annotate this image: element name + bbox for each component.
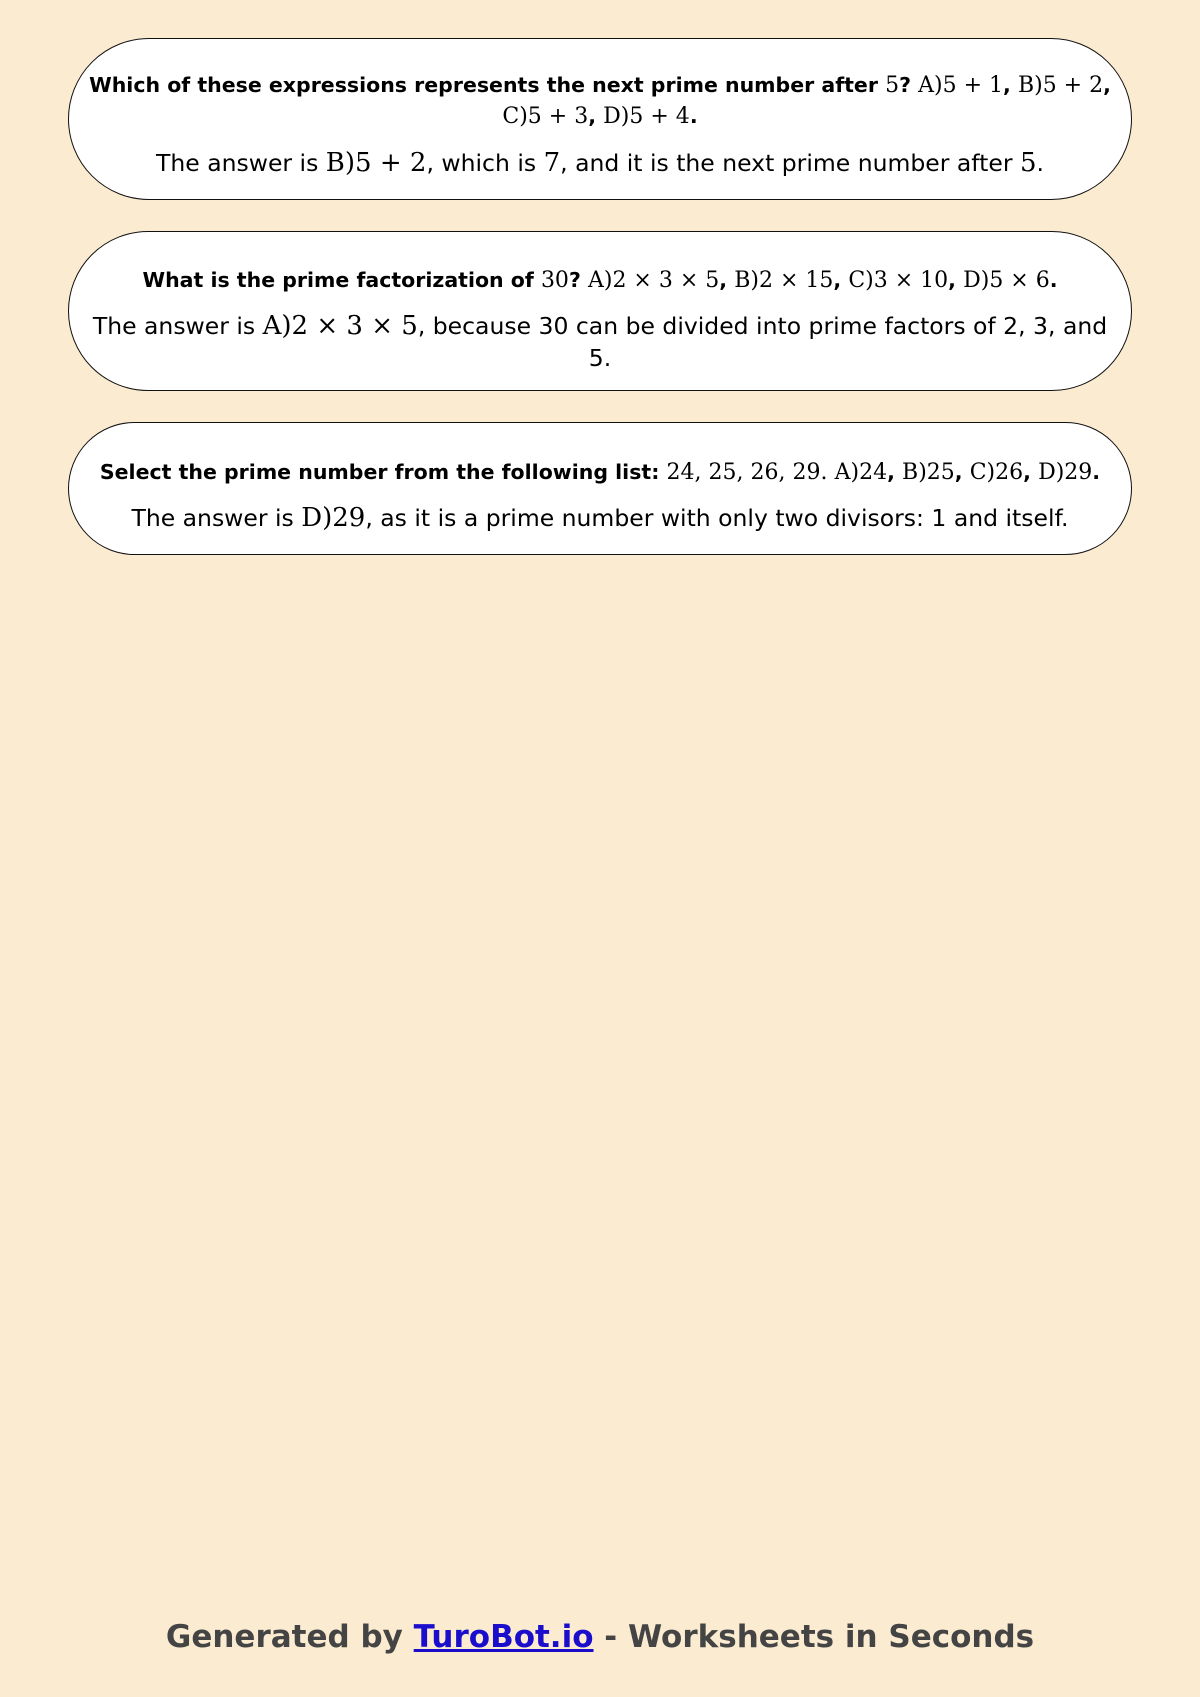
option-c: C)26 bbox=[969, 460, 1024, 485]
separator: , bbox=[954, 460, 970, 484]
question-text bbox=[85, 457, 1115, 488]
question-text bbox=[85, 265, 1115, 296]
separator: , bbox=[1003, 73, 1018, 97]
separator: ? bbox=[899, 73, 919, 97]
question-prompt: What is the prime factorization of bbox=[142, 268, 541, 292]
separator: , bbox=[719, 268, 735, 292]
answer-text bbox=[85, 502, 1115, 534]
separator: , bbox=[1023, 460, 1039, 484]
separator: . bbox=[1092, 460, 1101, 484]
option-a: A)5 + 1 bbox=[918, 73, 1003, 98]
question-prompt: Which of these expressions represents the next prime number after bbox=[89, 73, 886, 97]
separator: , bbox=[887, 460, 903, 484]
math-expression: 5 bbox=[885, 73, 900, 98]
footer-suffix: - Worksheets in Seconds bbox=[593, 1619, 1035, 1655]
answer-expression: D)29 bbox=[301, 503, 366, 533]
answer-text bbox=[85, 310, 1115, 374]
question-card-1 bbox=[68, 38, 1132, 200]
option-a: A)2 × 3 × 5 bbox=[587, 268, 720, 293]
question-card-3 bbox=[68, 422, 1132, 555]
option-d: D)5 × 6 bbox=[963, 268, 1050, 293]
answer-fragment: , and it is the next prime number after bbox=[560, 149, 1020, 177]
separator: , bbox=[1103, 73, 1111, 97]
answer-prefix: The answer is bbox=[92, 312, 263, 340]
answer-fragment: , as it is a prime number with only two divisors: 1 and itself. bbox=[365, 504, 1069, 532]
answer-fragment: , because 30 can be divided into prime factors of 2, 3, and 5. bbox=[417, 312, 1108, 372]
question-card-2 bbox=[68, 231, 1132, 391]
separator: . bbox=[689, 104, 698, 128]
separator: ? bbox=[568, 268, 588, 292]
separator bbox=[827, 460, 834, 484]
option-b: B)25 bbox=[902, 460, 955, 485]
option-b: B)2 × 15 bbox=[734, 268, 834, 293]
option-a: A)24 bbox=[834, 460, 888, 485]
separator: , bbox=[948, 268, 964, 292]
turobot-link[interactable]: TuroBot.io bbox=[413, 1619, 594, 1655]
footer bbox=[0, 1617, 1200, 1657]
question-text bbox=[85, 70, 1115, 132]
option-b: B)5 + 2 bbox=[1017, 73, 1104, 98]
option-c: C)3 × 10 bbox=[848, 268, 949, 293]
separator: , bbox=[588, 104, 604, 128]
answer-fragment: , which is bbox=[426, 149, 544, 177]
answer-prefix: The answer is bbox=[156, 149, 326, 177]
footer-prefix: Generated by bbox=[165, 1619, 414, 1655]
option-c: C)5 + 3 bbox=[502, 104, 589, 129]
answer-expression: B)5 + 2 bbox=[325, 148, 427, 178]
answer-value: 5 bbox=[1019, 148, 1037, 178]
answer-value: 7 bbox=[543, 148, 561, 178]
answer-fragment: . bbox=[1036, 149, 1044, 177]
option-d: D)5 + 4 bbox=[603, 104, 690, 129]
separator: , bbox=[833, 268, 849, 292]
separator: . bbox=[1049, 268, 1058, 292]
answer-text bbox=[85, 147, 1115, 179]
math-expression: 24, 25, 26, 29. bbox=[666, 460, 828, 485]
answer-prefix: The answer is bbox=[131, 504, 302, 532]
option-d: D)29 bbox=[1038, 460, 1093, 485]
question-prompt: Select the prime number from the following list: bbox=[99, 460, 667, 484]
answer-expression: A)2 × 3 × 5 bbox=[262, 311, 418, 341]
math-expression: 30 bbox=[540, 268, 569, 293]
